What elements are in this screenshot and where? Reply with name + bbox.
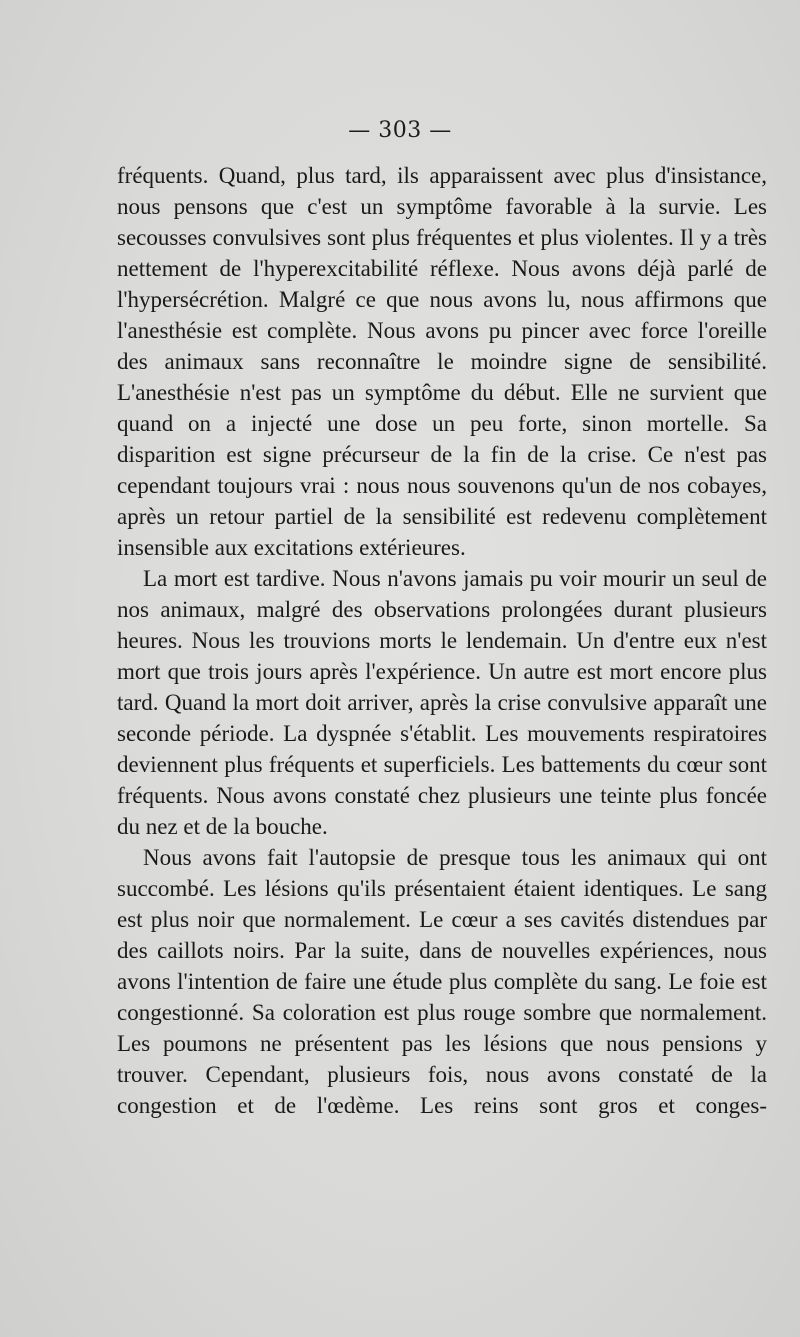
paragraph-2: La mort est tardive. Nous n'avons jamais pu voir mourir un seul de nos animaux, malgré des observations prolongées durant plusieurs heures. Nous les trouvions morts le lendemain. Un d'entre eux n'est mort que trois jours après l'expérience. Un autre est mort encore plus tard. Quand la mort doit arriver, après la crise convulsive apparaît une seconde période. La dyspnée s'établit. Les mouvements respiratoires deviennent plus fréquents et superficiels. Les battements du cœur sont fréquents. Nous avons constaté chez plusieurs une teinte plus foncée du nez et de la bouche. — [117, 566, 767, 839]
paragraph-3: Nous avons fait l'autopsie de presque tous les animaux qui ont succombé. Les lésions qu'ils présentaient étaient identiques. Le sang est plus noir que normalement. Le cœur a ses cavités distendues par des caillots noirs. Par la suite, dans de nouvelles expériences, nous avons l'intention de faire une étude plus complète du sang. Le foie est congestionné. Sa coloration est plus rouge sombre que normalement. Les poumons ne présentent pas les lésions que nous pensions y trouver. Cependant, plusieurs fois, nous avons constaté de la congestion et de l'œdème. Les reins sont gros et conges- — [117, 845, 767, 1118]
show-through-shadow — [610, 612, 800, 652]
page-number: — 303 — — [348, 118, 452, 143]
paragraph-1: fréquents. Quand, plus tard, ils apparaissent avec plus d'insistance, nous pensons que c'est un symptôme favorable à la survie. Les secousses convulsives sont plus fréquentes et plus violentes. Il y a très nettement de l'hyperexcitabilité réflexe. Nous avons déjà parlé de l'hypersécrétion. Malgré ce que nous avons lu, nous affirmons que l'anesthésie est complète. Nous avons pu pincer avec force l'oreille des animaux sans reconnaître le moindre signe de sensibilité. L'anesthésie n'est pas un symptôme du début. Elle ne survient que quand on a injecté une dose un peu forte, sinon mortelle. Sa disparition est signe précurseur de la fin de la crise. Ce n'est pas cependant toujours vrai : nous nous souvenons qu'un de nos cobayes, après un retour partiel de la sensibilité est redevenu complètement insensible aux excitations extérieures. — [117, 163, 767, 560]
